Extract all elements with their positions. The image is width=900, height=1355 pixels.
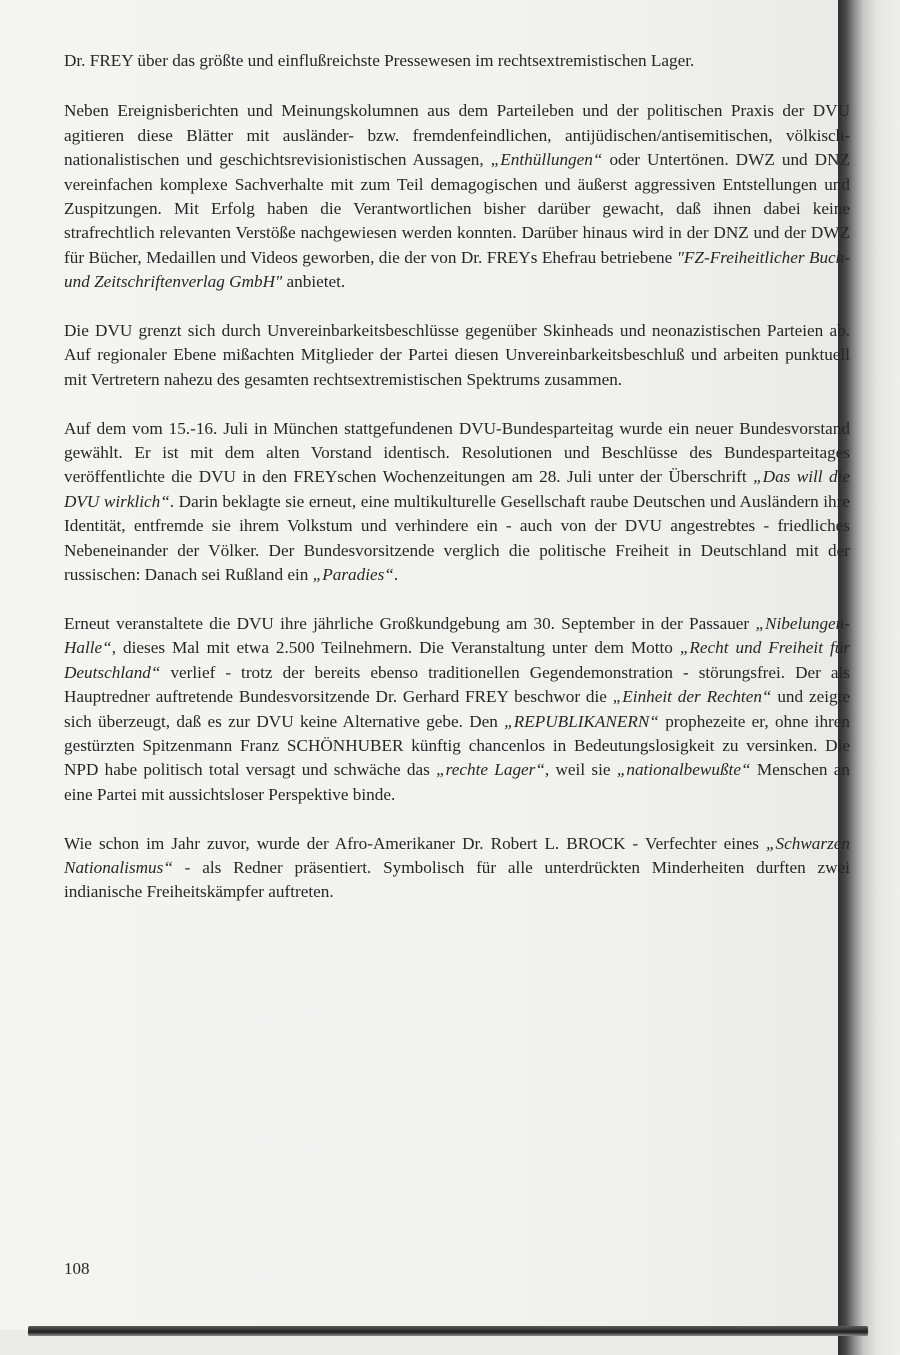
page-bottom-edge [28,1326,868,1336]
text-run: prophezeite er, ohne ihren gestürzten Spitzenmann Franz SCHÖNHUBER künftig chancenlos in Bedeutungslosigkeit zu versinken. Die NPD habe politisch total versagt und schwäche das [64,711,850,780]
italic-quote: „Nibelungen-Halle“ [64,613,850,658]
text-run: Erneut veranstaltete die DVU ihre jährliche Großkundgebung am 30. September in der Passauer [64,613,756,633]
text-run: oder Untertönen. DWZ und DNZ vereinfachen komplexe Sachverhalte mit zum Teil demagogischen und äußerst aggressiven Entstellungen und Zuspitzungen. Mit Erfolg haben die Verantwortlichen bisher darüber gewacht, daß ihnen dabei keine strafrechtlich relevanten Verstöße nachgewiesen werden konnten. Darüber hinaus wird in der DNZ und der DWZ für Bücher, Medaillen und Videos geworben, die der von Dr. FREYs Ehefrau betriebene [64,150,850,267]
text-run: , weil sie [544,760,617,780]
text-run: , dieses Mal mit etwa 2.500 Teilnehmern. Die Veranstaltung unter dem Motto [111,638,680,658]
text-run: Auf dem vom 15.-16. Juli in München stattgefundenen DVU-Bundesparteitag wurde ein neuer Bundesvorstand gewählt. Er ist mit dem alten Vorstand identisch. Resolutionen und Beschlüsse des Bundesparteitages veröffentlichte die DVU in den FREYschen Wochenzeitungen am 28. Juli unter der Überschrift [64,418,850,487]
paragraph [64,319,850,392]
page-number: 108 [64,1259,90,1278]
text-run: Neben Ereignisberichten und Meinungskolumnen aus dem Parteileben und der politischen Praxis der DVU agitieren diese Blätter mit ausländer- bzw. fremdenfeindlichen, antijüdischen/antisemitischen, völkisch-nationalistischen und geschichtsrevisionistischen Aussagen, [64,101,850,170]
text-run: . [393,565,399,585]
body-text [64,49,850,929]
italic-quote: „Einheit der Rechten“ [612,687,772,707]
italic-quote: „nationalbewußte“ [616,760,751,780]
text-run: und zeigte sich überzeugt, daß es zur DVU keine Alternative gebe. Den [64,687,851,731]
text-run: verlief - trotz der bereits ebenso traditionellen Gegendemonstration - störungsfrei. Der als Hauptredner auftretende Bundesvorsitzende Dr. Gerhard FREY beschwor die [64,662,850,707]
italic-quote: „REPUBLIKANERN“ [504,711,659,731]
paragraph [64,99,850,294]
text-run: . Darin beklagte sie erneut, eine multikulturelle Gesellschaft raube Deutschen und Ausländern ihre Identität, entfremde sie ihrem Volkstum und verhindere ein - auch von der DVU angestrebtes - friedliches Nebeneinander der Völker. Der Bundesvorsitzende verglich die politische Freiheit in Deutschland mit der russischen: Danach sei Rußland ein [64,491,850,585]
text-run: Menschen an eine Partei mit aussichtsloser Perspektive binde. [64,760,850,804]
italic-quote: „Enthüllungen“ [490,150,603,170]
paragraph [64,49,850,73]
text-run: Die DVU grenzt sich durch Unvereinbarkeitsbeschlüsse gegenüber Skinheads und neonazistischen Parteien ab. Auf regionaler Ebene mißachten Mitglieder der Partei diesen Unvereinbarkeitsbeschluß und arbeiten punktuell mit Vertretern nahezu des gesamten rechtsextremistischen Spektrums zusammen. [64,321,850,389]
italic-quote: „Recht und Freiheit für Deutschland“ [64,638,850,682]
italic-quote: „Schwarzen Nationalismus“ [64,833,850,877]
italic-quote: „Das will die DVU wirklich“ [64,467,850,511]
text-run: Wie schon im Jahr zuvor, wurde der Afro-Amerikaner Dr. Robert L. BROCK - Verfechter eines [64,833,766,853]
text-run: Dr. FREY über das größte und einflußreichste Pressewesen im rechtsextremistischen Lager. [64,51,695,70]
italic-quote: „rechte Lager“ [436,760,545,780]
paragraph [64,417,850,588]
text-run: - als Redner präsentiert. Symbolisch für alle unterdrückten Minderheiten durften zwei indianische Freiheitskämpfer auftreten. [64,857,850,902]
paragraph [64,612,850,807]
text-run: anbietet. [282,272,346,292]
italic-quote: "FZ-Freiheitlicher Buch- und Zeitschriftenverlag GmbH" [64,247,850,292]
italic-quote: „Paradies“ [312,565,394,585]
paragraph [64,832,850,905]
